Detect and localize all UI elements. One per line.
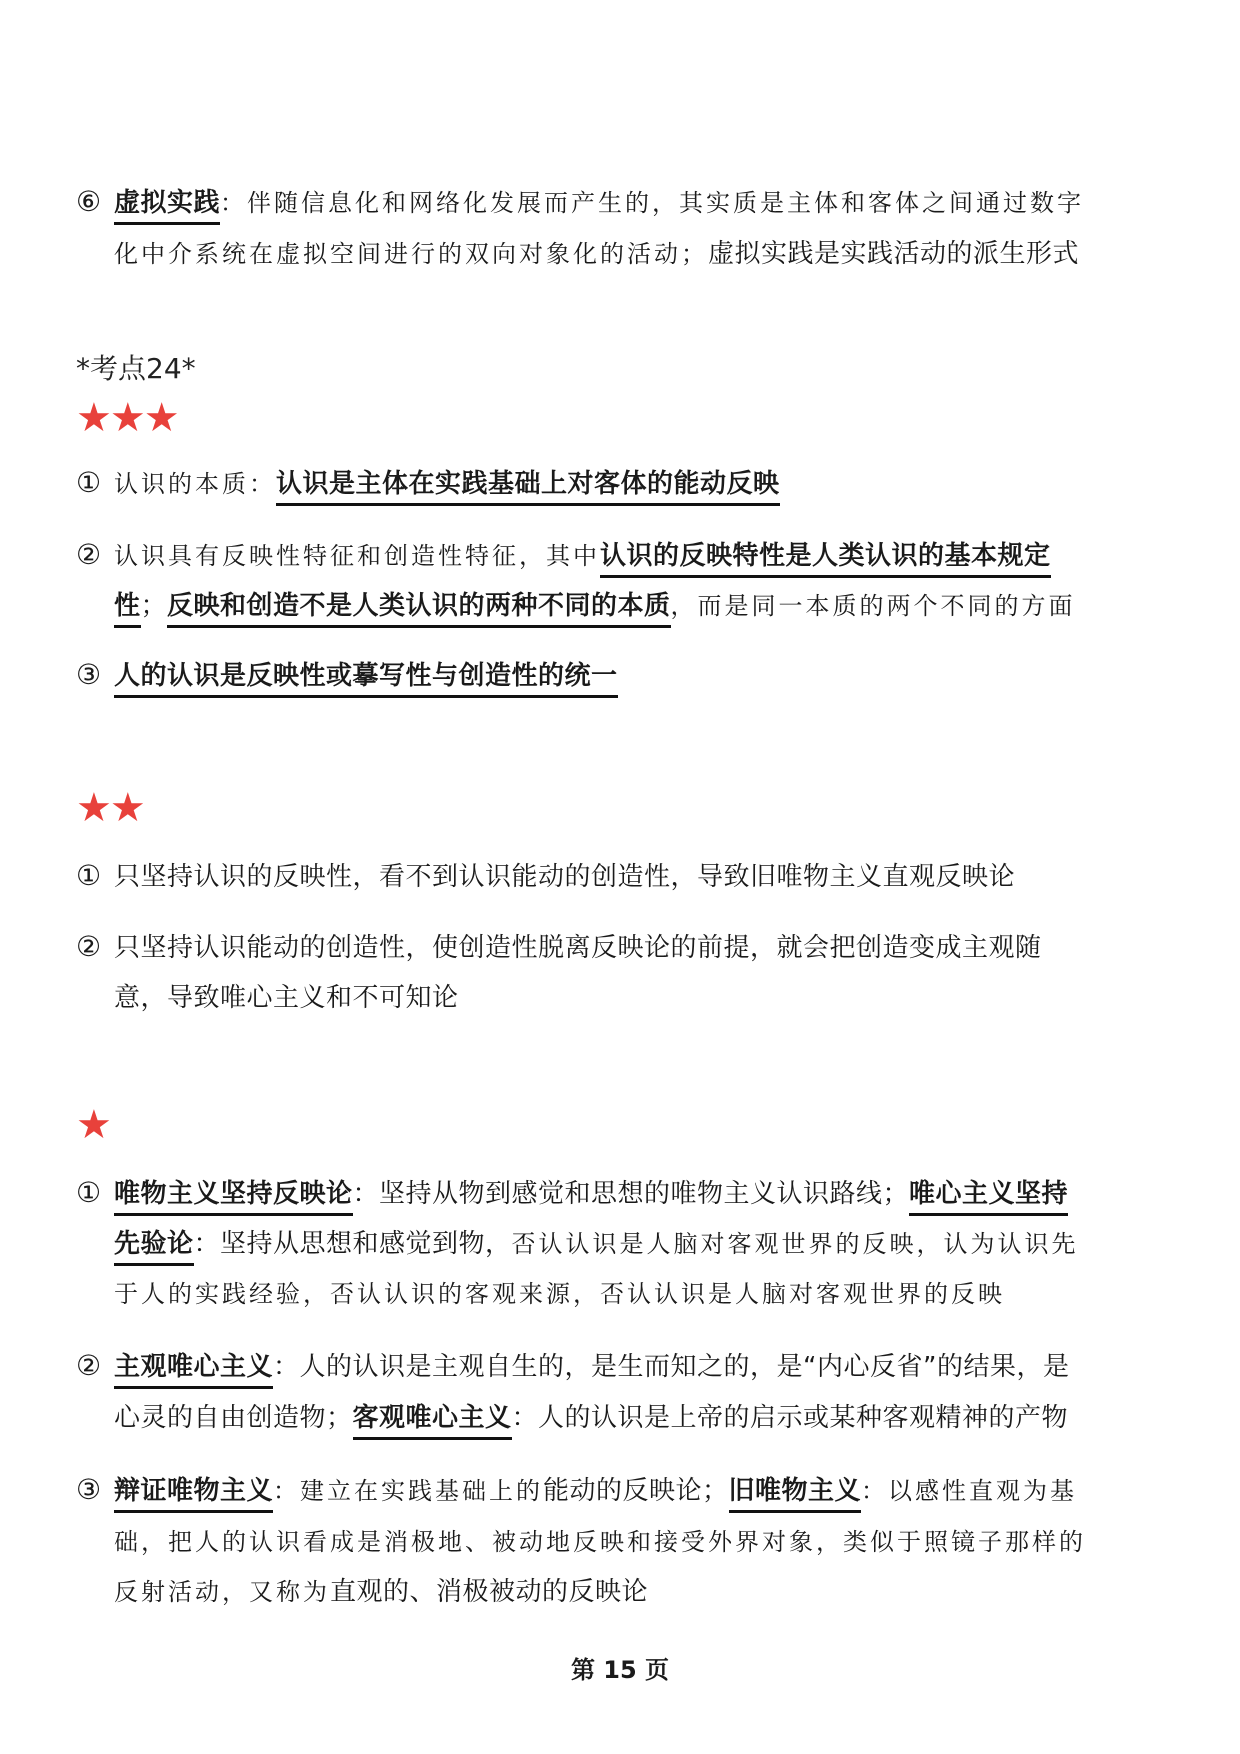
key-point: 反映和创造不是人类认识的两种不同的本质 (167, 591, 671, 628)
item-text: 认识具有反映性特征和创造性特征，其中 (114, 542, 600, 570)
item-text-serif: 础，把人的认识看成是消极地、被动地反映和接受外界对象，类似于照镜子那样的 (114, 1528, 1086, 1556)
two-star-item-2-line-2 (114, 980, 459, 1016)
three-star-item-3 (76, 657, 618, 694)
section-heading: *考点24* (76, 352, 196, 385)
item-number: ⑥ (76, 185, 102, 218)
three-star-rating-icon: ★★★ (76, 395, 178, 441)
item-text: 只坚持认识能动的创造性，使创造性脱离反映论的前提，就会把创造变成主观随 (114, 933, 1042, 963)
one-star-item-3-line-2 (114, 1524, 1086, 1560)
three-star-item-1 (76, 465, 780, 502)
item-6-text-serif: 化中介系统在虚拟空间进行的双向对象化的活动； (114, 240, 708, 268)
term-old-materialism: 旧唯物主义 (729, 1476, 862, 1513)
term-virtual-practice: 虚拟实践 (114, 188, 220, 225)
three-star-item-2-line-1 (76, 537, 1051, 574)
item-text-serif: ：以感性直观为基 (861, 1477, 1078, 1505)
item-number: ① (76, 466, 102, 499)
item-label: 认识的本质： (114, 470, 276, 498)
key-point: 性 (114, 591, 141, 628)
key-point: 人的认识是反映性或摹写性与创造性的统一 (114, 661, 618, 698)
item-text: ：人的认识是上帝的启示或某种客观精神的产物 (511, 1403, 1069, 1433)
item-number: ② (76, 538, 102, 571)
two-star-rating-icon: ★★ (76, 785, 144, 831)
page-number: 第 15 页 (570, 1656, 670, 1684)
one-star-item-3-line-3 (114, 1574, 648, 1610)
term-apriorism: 先验论 (114, 1229, 194, 1266)
item-text: ，而是同一本质的两个不同的方面 (670, 592, 1076, 620)
item-number: ③ (76, 1473, 102, 1506)
item-text-serif: 于人的实践经验，否认认识的客观来源，否认认识是人脑对客观世界的反映 (114, 1280, 1005, 1308)
item-text-serif: ：建立在实践基础上的 (273, 1477, 544, 1505)
key-point: 认识是主体在实践基础上对客体的能动反映 (276, 469, 780, 506)
item-number: ③ (76, 658, 102, 691)
separator: ； (140, 591, 168, 621)
item-text: ：人的认识是主观自生的，是生而知之的，是“内心反省”的结果，是 (273, 1352, 1070, 1382)
item-6-line-2 (114, 236, 1079, 272)
item-text: ：坚持从物到感觉和思想的唯物主义认识路线； (352, 1179, 910, 1209)
one-star-item-2-line-1 (76, 1348, 1069, 1385)
one-star-item-1-line-1 (76, 1175, 1068, 1212)
item-number: ① (76, 859, 102, 892)
item-text: 心灵的自由创造物； (114, 1403, 353, 1433)
key-point: 认识的反映特性是人类认识的基本规定 (600, 541, 1051, 578)
two-star-item-1 (76, 858, 1015, 895)
item-text: 直观的、消极被动的反映论 (330, 1577, 649, 1607)
term-dialectical-materialism: 辩证唯物主义 (114, 1476, 273, 1513)
item-text: ：坚持从思想和感觉到物， (193, 1229, 512, 1259)
one-star-item-2-line-2 (114, 1400, 1068, 1436)
one-star-item-3-line-1 (76, 1472, 1077, 1509)
term-subjective-idealism: 主观唯心主义 (114, 1352, 273, 1389)
item-number: ① (76, 1176, 102, 1209)
colon: ： (220, 189, 248, 217)
item-6-line-1 (76, 184, 1084, 221)
term-objective-idealism: 客观唯心主义 (353, 1403, 512, 1440)
term-idealism-apriorism: 唯心主义坚持 (909, 1179, 1068, 1216)
one-star-item-1-line-2 (114, 1226, 1079, 1262)
item-text-serif: 反射活动，又称为 (114, 1578, 330, 1606)
term-materialism-reflection: 唯物主义坚持反映论 (114, 1179, 353, 1216)
item-number: ② (76, 1349, 102, 1382)
item-number: ② (76, 930, 102, 963)
item-6-text-sans: 虚拟实践是实践活动的派生形式 (708, 239, 1080, 269)
item-text-serif: 否认认识是人脑对客观世界的反映，认为认识先 (511, 1230, 1079, 1258)
item-text: 只坚持认识的反映性，看不到认识能动的创造性，导致旧唯物主义直观反映论 (114, 862, 1016, 892)
one-star-rating-icon: ★ (76, 1102, 110, 1148)
item-6-text: 伴随信息化和网络化发展而产生的，其实质是主体和客体之间通过数字 (247, 189, 1085, 217)
one-star-item-1-line-3 (114, 1276, 1005, 1312)
three-star-item-2-line-2 (114, 588, 1076, 624)
item-text: 意，导致唯心主义和不可知论 (114, 983, 459, 1013)
item-text: 能动的反映论； (543, 1476, 729, 1506)
two-star-item-2-line-1 (76, 929, 1042, 966)
